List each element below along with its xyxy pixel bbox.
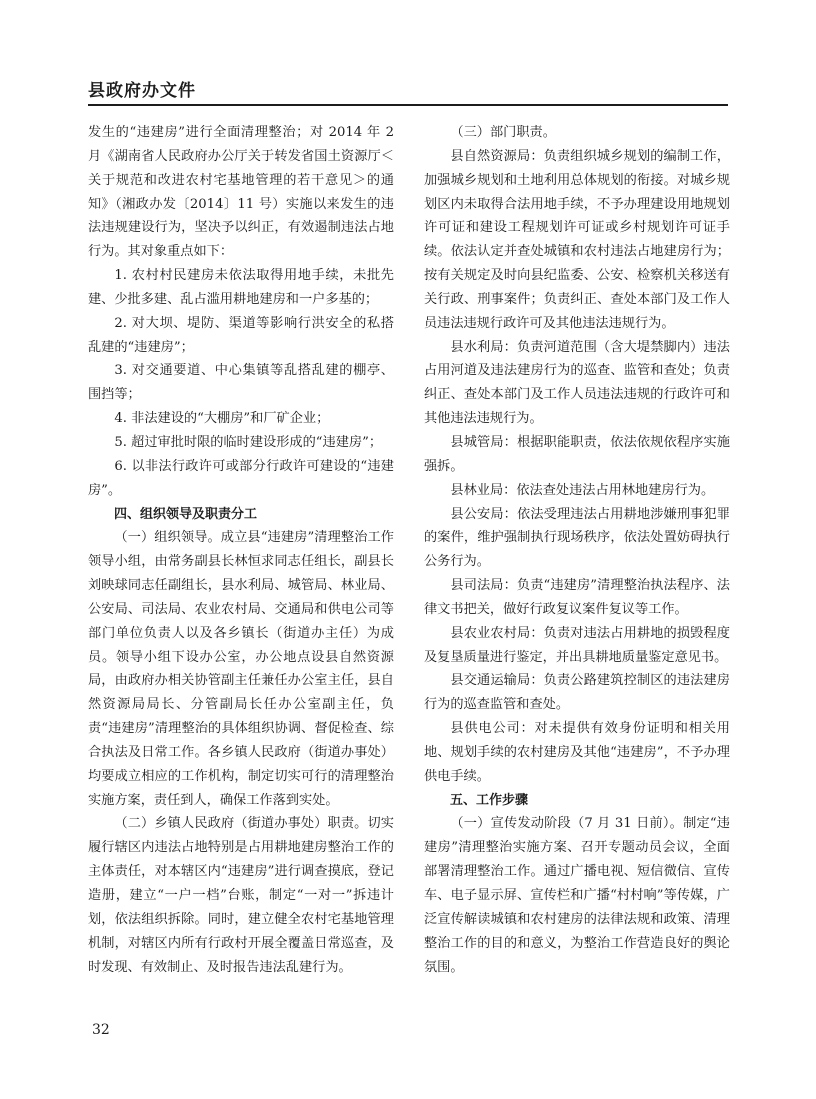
paragraph: 县供电公司：对未提供有效身份证明和相关用地、规划手续的农村建房及其他“违建房”，不予办理供电手续。 <box>424 721 730 784</box>
list-item: 3. 对交通要道、中心集镇等乱搭乱建的棚亭、围挡等； <box>88 363 394 403</box>
left-text-column <box>88 121 394 979</box>
paragraph: 县农业农村局：负责对违法占用耕地的损毁程度及复垦质量进行鉴定，并出具耕地质量鉴定意见书。 <box>424 625 730 665</box>
paragraph: （一）宣传发动阶段（7 月 31 日前）。制定“违建房”清理整治实施方案、召开专题动员会议，全面部署清理整治工作。通过广播电视、短信微信、宣传车、电子显示屏、宣传栏和广播“村村响”等传媒，广泛宣传解读城镇和农村建房的法律法规和政策、清理整治工作的目的和意义，为整治工作营造良好的舆论氛围。 <box>424 816 730 975</box>
page-number: 32 <box>92 1022 110 1038</box>
page-header-title: 县政府办文件 <box>88 81 196 101</box>
paragraph: （二）乡镇人民政府（街道办事处）职责。切实履行辖区内违法占地特别是占用耕地建房整治工作的主体责任，对本辖区内“违建房”进行调查摸底，登记造册，建立“一户一档”台账，制定“一对一”拆违计划，依法组织拆除。同时，建立健全农村宅基地管理机制，对辖区内所有行政村开展全覆盖日常巡查，及时发现、有效制止、及时报告违法乱建行为。 <box>88 816 394 975</box>
paragraph: 县公安局：依法受理违法占用耕地涉嫌刑事犯罪的案件，维护强制执行现场秩序，依法处置妨碍执行公务行为。 <box>424 506 730 570</box>
paragraph: 县自然资源局：负责组织城乡规划的编制工作，加强城乡规划和土地利用总体规划的衔接。对城乡规划区内未取得合法用地手续，不予办理建设用地规划许可证和建设工程规划许可证或乡村规划许可证手续。依法认定并查处城镇和农村违法占地建房行为；按有关规定及时向县纪监委、公安、检察机关移送有关行政、刑事案件；负责纠正、查处本部门及工作人员违法违规行政许可及其他违法违规行为。 <box>424 148 730 331</box>
paragraph: 县司法局：负责“违建房”清理整治执法程序、法律文书把关，做好行政复议案件复议等工作。 <box>424 578 730 617</box>
right-text-column <box>424 121 730 979</box>
section-heading: 五、工作步骤 <box>450 792 529 808</box>
paragraph: 发生的“违建房”进行全面清理整治；对 2014 年 2 月《湖南省人民政府办公厅关于转发省国土资源厅＜关于规范和改进农村宅基地管理的若干意见＞的通知》（湘政办发〔2014〕11 号）实施以来发生的违法违规建设行为，坚决予以纠正，有效遏制违法占地行为。其对象重点如下： <box>88 125 394 260</box>
section-heading: 四、组织领导及职责分工 <box>114 506 258 522</box>
list-item: 1. 农村村民建房未依法取得用地手续，未批先建、少批多建、乱占滥用耕地建房和一户多基的； <box>88 268 394 307</box>
paragraph: 县交通运输局：负责公路建筑控制区的违法建房行为的巡查监管和查处。 <box>424 673 730 713</box>
subsection-heading: （三）部门职责。 <box>450 125 556 140</box>
paragraph: 县林业局：依法查处违法占用林地建房行为。 <box>450 482 715 498</box>
paragraph: 县水利局：负责河道范围（含大堤禁脚内）违法占用河道及违法建房行为的巡查、监管和查处；负责纠正、查处本部门及工作人员违法违规的行政许可和其他违法违规行为。 <box>424 339 730 427</box>
list-item: 6. 以非法行政许可或部分行政许可建设的“违建房”。 <box>88 458 394 498</box>
paragraph: （一）组织领导。成立县“违建房”清理整治工作领导小组，由常务副县长林恒求同志任组长，副县长刘映球同志任副组长，县水利局、城管局、林业局、公安局、司法局、农业农村局、交通局和供电公司等部门单位负责人以及各乡镇长（街道办主任）为成员。领导小组下设办公室，办公地点设县自然资源局，由政府办相关协管副主任兼任办公室主任，县自然资源局局长、分管副局长任办公室副主任，负责“违建房”清理整治的具体组织协调、督促检查、综合执法及日常工作。各乡镇人民政府（街道办事处）均要成立相应的工作机构，制定切实可行的清理整治实施方案，责任到人，确保工作落到实处。 <box>88 530 394 808</box>
list-item: 5. 超过审批时限的临时建设形成的“违建房”； <box>114 434 383 450</box>
list-item: 4. 非法建设的“大棚房”和厂矿企业； <box>114 411 330 427</box>
paragraph: 县城管局：根据职能职责，依法依规依程序实施强拆。 <box>424 434 730 474</box>
list-item: 2. 对大坝、堤防、渠道等影响行洪安全的私搭乱建的“违建房”； <box>88 315 394 355</box>
header-divider <box>88 104 728 106</box>
